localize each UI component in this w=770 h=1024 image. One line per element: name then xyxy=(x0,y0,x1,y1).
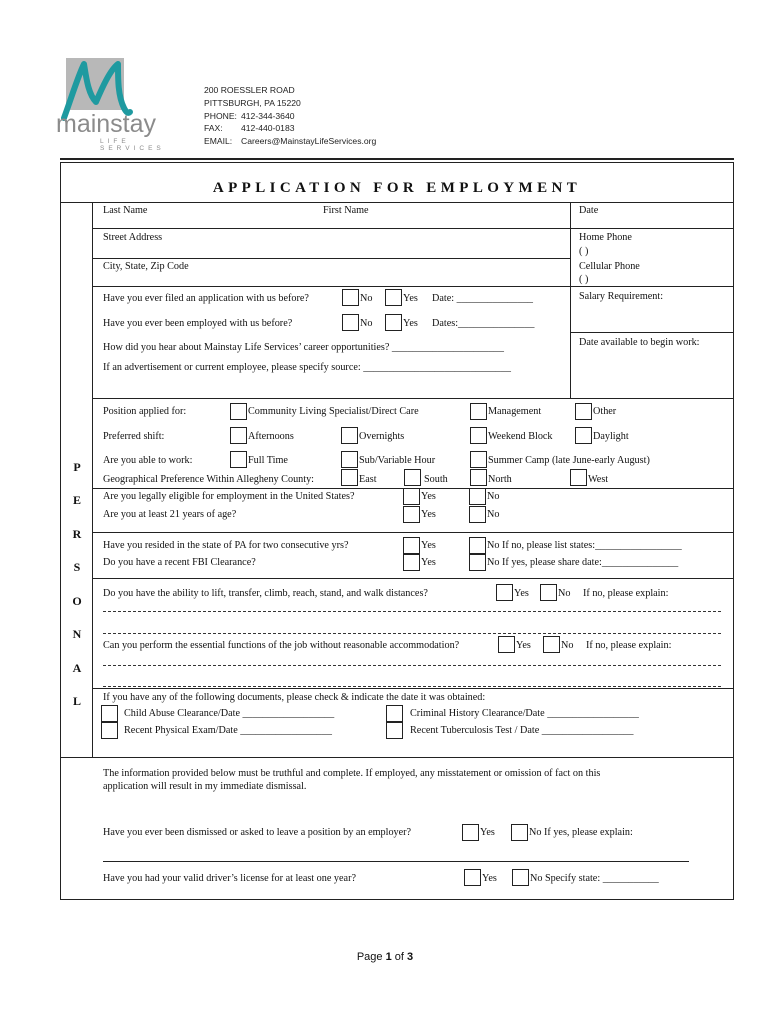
row-divider-10 xyxy=(60,757,734,758)
geo-east-label: East xyxy=(359,474,377,485)
resided-pa-no-label[interactable]: No If no, please list states:_________________ xyxy=(487,540,682,551)
row-divider-3 xyxy=(92,286,734,287)
essential-explain-line-2[interactable] xyxy=(103,686,721,687)
age21-no-checkbox[interactable] xyxy=(469,506,486,523)
shift-overnights-checkbox[interactable] xyxy=(341,427,358,444)
eligible-question: Are you legally eligible for employment in the United States? xyxy=(103,491,355,502)
fbi-question: Do you have a recent FBI Clearance? xyxy=(103,557,256,568)
doc-tuberculosis-label[interactable]: Recent Tuberculosis Test / Date __________________ xyxy=(410,725,634,736)
resided-pa-yes-checkbox[interactable] xyxy=(403,537,420,554)
geo-east-checkbox[interactable] xyxy=(341,469,358,486)
lift-explain-label: If no, please explain: xyxy=(583,588,669,599)
dismissed-yes-label: Yes xyxy=(480,827,495,838)
truth-statement-line-2: application will result in my immediate dismissal. xyxy=(103,781,307,792)
row-divider-4 xyxy=(570,332,734,333)
cell-phone-field[interactable]: Cellular Phone xyxy=(579,261,640,272)
row-divider-5 xyxy=(92,398,734,399)
contact-block xyxy=(204,84,376,148)
able-work-question: Are you able to work: xyxy=(103,455,193,466)
position-direct-care-label: Community Living Specialist/Direct Care xyxy=(248,406,419,417)
filed-before-question: Have you ever filed an application with us before? xyxy=(103,293,309,304)
phone-value: 412-344-3640 xyxy=(241,110,295,121)
shift-afternoons-checkbox[interactable] xyxy=(230,427,247,444)
doc-criminal-history-checkbox[interactable] xyxy=(386,705,403,722)
age21-question: Are you at least 21 years of age? xyxy=(103,509,237,520)
eligible-no-label: No xyxy=(487,491,500,502)
fbi-no-label[interactable]: No If yes, please share date:_______________ xyxy=(487,557,679,568)
age21-yes-label: Yes xyxy=(421,509,436,520)
logo-subtitle: LIFE SERVICES xyxy=(100,138,165,152)
employed-before-question: Have you ever been employed with us before? xyxy=(103,318,293,329)
fbi-no-checkbox[interactable] xyxy=(469,554,486,571)
last-name-field[interactable]: Last Name xyxy=(103,205,148,216)
phone-label: PHONE: xyxy=(204,110,237,121)
essential-explain-label: If no, please explain: xyxy=(586,640,672,651)
doc-child-abuse-checkbox[interactable] xyxy=(101,705,118,722)
eligible-yes-label: Yes xyxy=(421,491,436,502)
cell-phone-format: ( ) xyxy=(579,274,589,285)
license-no-label[interactable]: No Specify state: ___________ xyxy=(530,873,659,884)
email-value: Careers@MainstayLifeServices.org xyxy=(241,136,377,147)
side-letter-r: R xyxy=(72,527,82,541)
work-summer-camp-checkbox[interactable] xyxy=(470,451,487,468)
address-line-2: PITTSBURGH, PA 15220 xyxy=(204,97,301,108)
shift-weekend-checkbox[interactable] xyxy=(470,427,487,444)
filed-before-date[interactable]: Date: _______________ xyxy=(432,293,534,304)
lift-question: Do you have the ability to lift, transfer, climb, reach, stand, and walk distances? xyxy=(103,588,428,599)
resided-pa-question: Have you resided in the state of PA for two consecutive yrs? xyxy=(103,540,349,551)
dismissed-question: Have you ever been dismissed or asked to leave a position by an employer? xyxy=(103,827,412,838)
date-field[interactable]: Date xyxy=(579,205,599,216)
page-total: 3 xyxy=(407,951,414,963)
first-name-field[interactable]: First Name xyxy=(323,205,369,216)
essential-no-label: No xyxy=(561,640,574,651)
dismissed-yes-checkbox[interactable] xyxy=(462,824,479,841)
resided-pa-no-checkbox[interactable] xyxy=(469,537,486,554)
page-label: Page xyxy=(356,951,383,963)
shift-afternoons-label: Afternoons xyxy=(248,431,294,442)
position-question: Position applied for: xyxy=(103,406,187,417)
dismissed-explain-line[interactable] xyxy=(103,861,689,862)
side-letter-p: P xyxy=(73,460,81,474)
shift-weekend-label: Weekend Block xyxy=(488,431,553,442)
city-state-zip-field[interactable]: City, State, Zip Code xyxy=(103,261,189,272)
title-divider xyxy=(60,202,734,203)
dismissed-no-checkbox[interactable] xyxy=(511,824,528,841)
address-line-1: 200 ROESSLER ROAD xyxy=(204,85,295,95)
geo-south-checkbox[interactable] xyxy=(404,469,421,486)
age21-no-label: No xyxy=(487,509,500,520)
row-divider-7 xyxy=(92,532,734,533)
side-letter-n: N xyxy=(72,627,82,641)
home-phone-format: ( ) xyxy=(579,246,589,257)
fax-value: 412-440-0183 xyxy=(241,123,295,134)
form-title: APPLICATION FOR EMPLOYMENT xyxy=(212,180,582,196)
work-summer-camp-label: Summer Camp (late June-early August) xyxy=(488,455,650,466)
position-other-label: Other xyxy=(593,406,617,417)
essential-question: Can you perform the essential functions of the job without reasonable accommodation? xyxy=(103,640,460,651)
row-divider-9 xyxy=(92,688,734,689)
truth-statement-line-1: The information provided below must be truthful and complete. If employed, any misstatement or omission of fact on this xyxy=(103,768,601,779)
essential-explain-line-1[interactable] xyxy=(103,665,721,666)
dismissed-no-label: No If yes, please explain: xyxy=(529,827,633,838)
employed-before-yes-checkbox[interactable] xyxy=(385,314,402,331)
essential-no-checkbox[interactable] xyxy=(543,636,560,653)
employed-before-yes-label: Yes xyxy=(403,318,418,329)
essential-yes-checkbox[interactable] xyxy=(498,636,515,653)
date-available-field[interactable]: Date available to begin work: xyxy=(579,337,700,348)
geo-south-label: South xyxy=(424,474,448,485)
essential-yes-label: Yes xyxy=(516,640,531,651)
shift-daylight-checkbox[interactable] xyxy=(575,427,592,444)
resided-pa-yes-label: Yes xyxy=(421,540,436,551)
home-phone-field[interactable]: Home Phone xyxy=(579,232,632,243)
doc-criminal-history-label[interactable]: Criminal History Clearance/Date __________________ xyxy=(410,708,639,719)
geo-west-label: West xyxy=(588,474,609,485)
employed-before-no-label: No xyxy=(360,318,373,329)
lift-yes-label: Yes xyxy=(514,588,529,599)
side-letter-l: L xyxy=(72,694,81,708)
hear-about-question[interactable]: How did you hear about Mainstay Life Services’ career opportunities? ______________________ xyxy=(103,342,504,353)
page-current: 1 xyxy=(385,951,392,963)
side-letter-a: A xyxy=(72,661,82,675)
license-yes-checkbox[interactable] xyxy=(464,869,481,886)
filed-before-no-label: No xyxy=(360,293,373,304)
of-label: of xyxy=(394,951,404,963)
shift-question: Preferred shift: xyxy=(103,431,165,442)
advert-source-question[interactable]: If an advertisement or current employee, please specify source: _____________________________ xyxy=(103,362,511,373)
side-letter-e: E xyxy=(72,493,81,507)
lift-explain-line-2[interactable] xyxy=(103,633,721,634)
lift-no-checkbox[interactable] xyxy=(540,584,557,601)
work-full-time-label: Full Time xyxy=(248,455,288,466)
doc-child-abuse-label[interactable]: Child Abuse Clearance/Date __________________ xyxy=(124,708,335,719)
logo-wordmark: mainstay xyxy=(56,110,157,138)
filed-before-yes-checkbox[interactable] xyxy=(385,289,402,306)
doc-tuberculosis-checkbox[interactable] xyxy=(386,722,403,739)
lift-yes-checkbox[interactable] xyxy=(496,584,513,601)
fbi-yes-checkbox[interactable] xyxy=(403,554,420,571)
row-divider-2 xyxy=(92,258,570,259)
lift-no-label: No xyxy=(558,588,571,599)
email-label: EMAIL: xyxy=(204,136,233,147)
eligible-yes-checkbox[interactable] xyxy=(403,488,420,505)
lift-explain-line-1[interactable] xyxy=(103,611,721,612)
header-divider xyxy=(60,158,734,160)
street-address-field[interactable]: Street Address xyxy=(103,232,163,243)
license-question: Have you had your valid driver’s license for at least one year? xyxy=(103,873,356,884)
documents-instruction: If you have any of the following documents, please check & indicate the date it was obtained: xyxy=(103,692,486,703)
side-letter-o: O xyxy=(72,594,82,608)
company-logo xyxy=(56,56,186,151)
age21-yes-checkbox[interactable] xyxy=(403,506,420,523)
right-column-divider xyxy=(570,202,571,398)
doc-physical-exam-label[interactable]: Recent Physical Exam/Date __________________ xyxy=(124,725,332,736)
eligible-no-checkbox[interactable] xyxy=(469,488,486,505)
position-direct-care-checkbox[interactable] xyxy=(230,403,247,420)
row-divider-1 xyxy=(92,228,734,229)
filed-before-yes-label: Yes xyxy=(403,293,418,304)
salary-requirement-field[interactable]: Salary Requirement: xyxy=(579,291,664,302)
employed-before-no-checkbox[interactable] xyxy=(342,314,359,331)
work-full-time-checkbox[interactable] xyxy=(230,451,247,468)
position-other-checkbox[interactable] xyxy=(575,403,592,420)
side-letter-s: S xyxy=(73,560,81,574)
geo-north-label: North xyxy=(488,474,512,485)
license-yes-label: Yes xyxy=(482,873,497,884)
work-sub-variable-checkbox[interactable] xyxy=(341,451,358,468)
geo-question: Geographical Preference Within Allegheny County: xyxy=(103,474,315,485)
page-footer xyxy=(0,951,770,963)
filed-before-no-checkbox[interactable] xyxy=(342,289,359,306)
geo-west-checkbox[interactable] xyxy=(570,469,587,486)
position-management-label: Management xyxy=(488,406,542,417)
shift-daylight-label: Daylight xyxy=(593,431,629,442)
fax-label: FAX: xyxy=(204,123,223,134)
position-management-checkbox[interactable] xyxy=(470,403,487,420)
work-sub-variable-label: Sub/Variable Hour xyxy=(359,455,436,466)
fbi-yes-label: Yes xyxy=(421,557,436,568)
shift-overnights-label: Overnights xyxy=(359,431,405,442)
geo-north-checkbox[interactable] xyxy=(470,469,487,486)
doc-physical-exam-checkbox[interactable] xyxy=(101,722,118,739)
employed-before-dates[interactable]: Dates:_______________ xyxy=(432,318,535,329)
license-no-checkbox[interactable] xyxy=(512,869,529,886)
row-divider-8 xyxy=(92,578,734,579)
